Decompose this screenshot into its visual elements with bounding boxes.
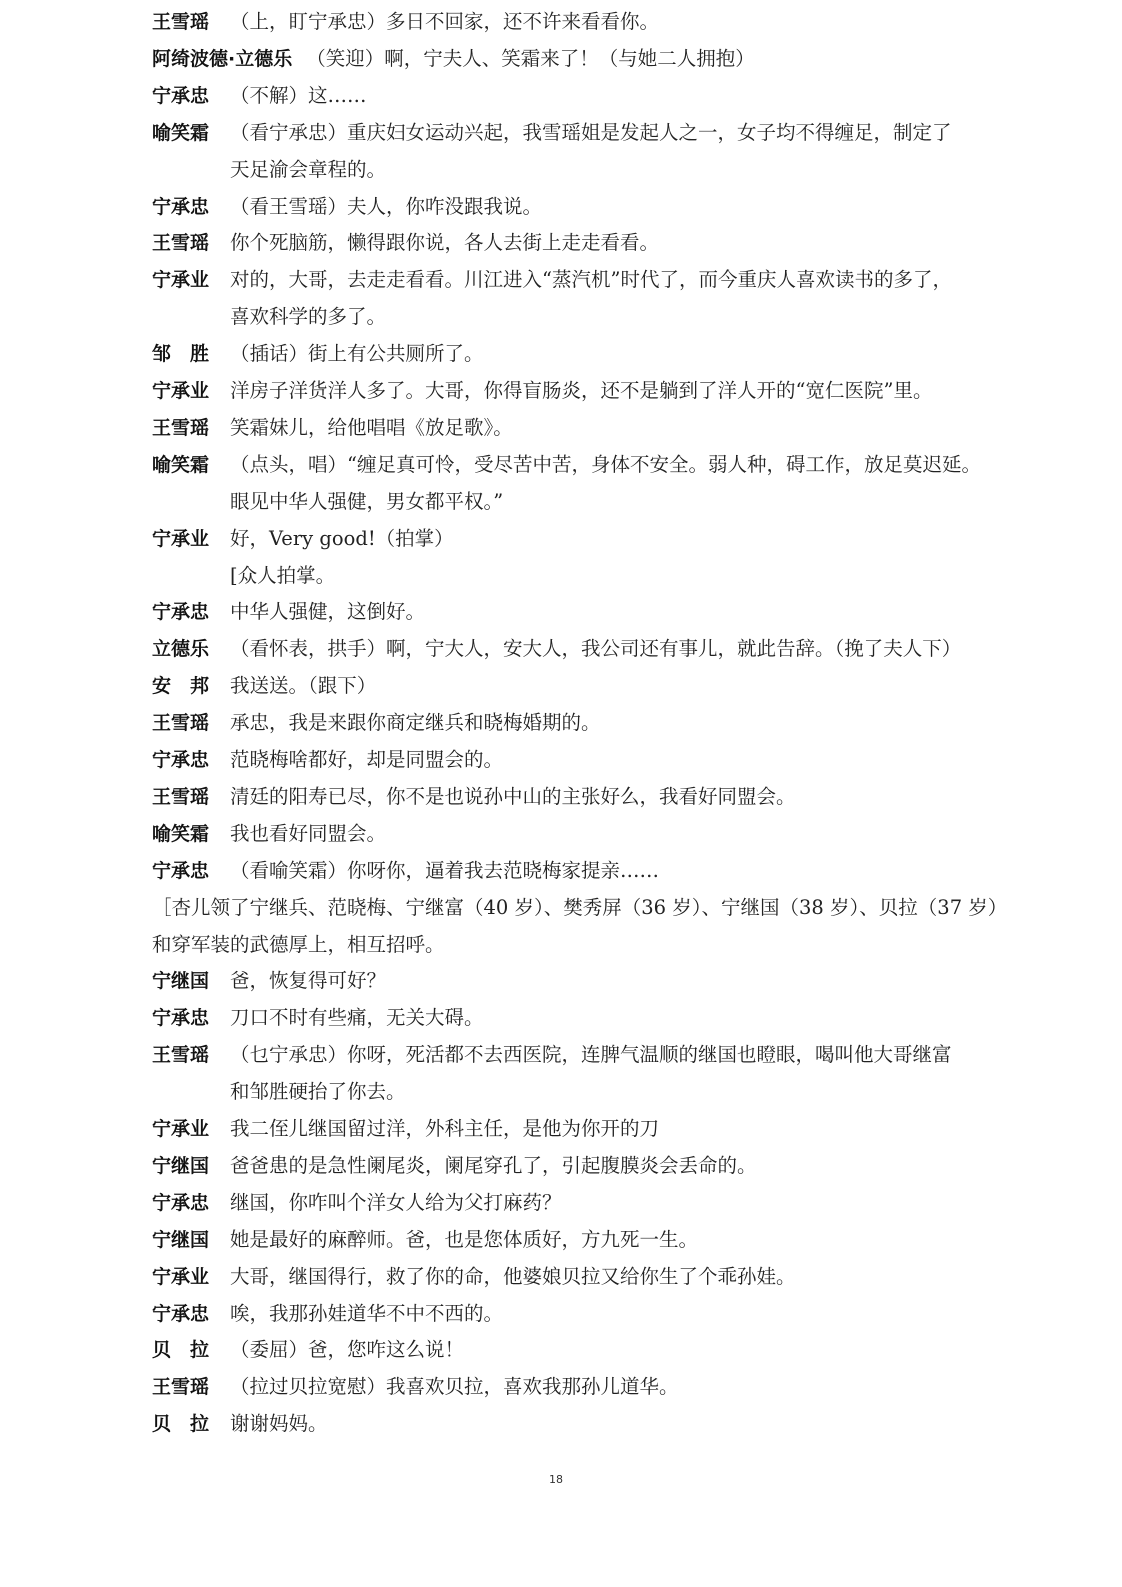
speaker-name: 宁承忠 bbox=[152, 1007, 210, 1030]
text-line: （看喻笑霜）你呀你，逼着我去范晓梅家提亲…… bbox=[230, 858, 660, 882]
speaker-name: 喻笑霜 bbox=[152, 453, 210, 476]
text-line: （插话）街上有公共厕所了。 bbox=[230, 342, 484, 366]
text-line: 爸爸患的是急性阑尾炎，阑尾穿孔了，引起腹膜炎会丢命的。 bbox=[230, 1153, 757, 1177]
dialogue-entry bbox=[152, 1037, 1082, 1111]
text-line: 刀口不时有些痛，无关大碍。 bbox=[230, 1006, 484, 1030]
speaker-name: 宁承忠 bbox=[152, 1302, 210, 1325]
dialogue-entry bbox=[152, 225, 1082, 262]
speaker-name: 宁承忠 bbox=[152, 1191, 210, 1214]
dialogue-text bbox=[230, 816, 1082, 853]
dialogue-text bbox=[230, 779, 1082, 816]
dialogue-text bbox=[230, 1185, 1082, 1222]
text-line: 喜欢科学的多了。 bbox=[230, 305, 387, 329]
text-line: 谢谢妈妈。 bbox=[230, 1412, 328, 1436]
text-line: （委屈）爸，您咋这么说！ bbox=[230, 1338, 465, 1362]
speaker-name: 宁承业 bbox=[152, 527, 210, 550]
text-line: （看怀表，拱手）啊，宁大人，安大人，我公司还有事儿，就此告辞。（挽了夫人下） bbox=[230, 637, 962, 661]
dialogue-text bbox=[230, 705, 1082, 742]
dialogue-text bbox=[230, 4, 1082, 41]
speaker-name: 宁承业 bbox=[152, 269, 210, 292]
speaker-name: 立德乐 bbox=[152, 638, 210, 661]
speaker-name: 王雪瑶 bbox=[152, 1376, 210, 1399]
dialogue-entry bbox=[152, 410, 1082, 447]
dialogue-text bbox=[306, 41, 1082, 78]
dialogue-text bbox=[230, 594, 1082, 631]
text-line: 天足渝会章程的。 bbox=[230, 157, 387, 181]
dialogue-entry bbox=[152, 1406, 1082, 1443]
text-line: 她是最好的麻醉师。爸，也是您体质好，方九死一生。 bbox=[230, 1227, 699, 1251]
text-line: （乜宁承忠）你呀，死活都不去西医院，连脾气温顺的继国也瞪眼，喝叫他大哥继富 bbox=[230, 1043, 952, 1067]
dialogue-text bbox=[230, 1222, 1082, 1259]
stage-direction-text bbox=[152, 890, 1082, 964]
dialogue-text bbox=[230, 115, 1082, 189]
dialogue-entry bbox=[152, 78, 1082, 115]
dialogue-text bbox=[230, 336, 1082, 373]
speaker-name: 宁承业 bbox=[152, 380, 210, 402]
dialogue-text bbox=[230, 1369, 1082, 1406]
dialogue-entry bbox=[152, 1369, 1082, 1406]
text-line: 我送送。（跟下） bbox=[230, 674, 377, 698]
text-line: 洋房子洋货洋人多了。大哥，你得盲肠炎，还不是躺到了洋人开的“宽仁医院”里。 bbox=[230, 379, 933, 402]
dialogue-text bbox=[230, 1259, 1082, 1296]
text-line: 对的，大哥，去走走看看。川江进入“蒸汽机”时代了，而今重庆人喜欢读书的多了， bbox=[230, 268, 952, 292]
dialogue-text bbox=[230, 631, 1082, 668]
text-line: 我二侄儿继国留过洋，外科主任，是他为你开的刀 bbox=[230, 1117, 660, 1141]
speaker-name: 宁承忠 bbox=[152, 84, 210, 107]
text-line: 好，Very good!（拍掌） bbox=[230, 526, 454, 550]
dialogue-entry bbox=[152, 1185, 1082, 1222]
dialogue-entry bbox=[152, 705, 1082, 742]
text-line: ［杏儿领了宁继兵、范晓梅、宁继富（40 岁）、樊秀屏（36 岁）、宁继国（38 岁）、贝拉（37 岁） bbox=[152, 895, 1008, 919]
speaker-name: 喻笑霜 bbox=[152, 822, 210, 845]
text-line: 承忠，我是来跟你商定继兵和晓梅婚期的。 bbox=[230, 711, 601, 735]
speaker-name: 宁承忠 bbox=[152, 859, 210, 882]
text-line: 我也看好同盟会。 bbox=[230, 821, 387, 845]
dialogue-text bbox=[230, 262, 1082, 336]
speaker-name: 宁继国 bbox=[152, 970, 210, 993]
speaker-name: 安 邦 bbox=[152, 675, 210, 698]
text-line: （不解）这…… bbox=[230, 83, 367, 107]
dialogue-text bbox=[230, 1037, 1082, 1111]
dialogue-text bbox=[230, 1296, 1082, 1333]
speaker-name: 王雪瑶 bbox=[152, 232, 210, 255]
dialogue-entry bbox=[152, 816, 1082, 853]
dialogue-text bbox=[230, 1148, 1082, 1185]
dialogue-entry bbox=[152, 521, 1082, 558]
dialogue-entry bbox=[152, 853, 1082, 890]
script-body bbox=[152, 4, 1082, 1443]
speaker-name: 王雪瑶 bbox=[152, 785, 210, 808]
dialogue-entry bbox=[152, 373, 1082, 410]
dialogue-text bbox=[230, 1332, 1082, 1369]
dialogue-text bbox=[230, 963, 1082, 1000]
dialogue-entry bbox=[152, 447, 1082, 521]
speaker-name: 宁继国 bbox=[152, 1154, 210, 1177]
speaker-name: 贝 拉 bbox=[152, 1413, 210, 1436]
speaker-name: 王雪瑶 bbox=[152, 712, 210, 735]
dialogue-text bbox=[230, 521, 1082, 558]
dialogue-text bbox=[230, 410, 1082, 447]
dialogue-text bbox=[230, 668, 1082, 705]
dialogue-entry bbox=[152, 1259, 1082, 1296]
dialogue-entry bbox=[152, 668, 1082, 705]
speaker-name: 宁继国 bbox=[152, 1228, 210, 1251]
text-line: （上，盯宁承忠）多日不回家，还不许来看看你。 bbox=[230, 10, 660, 33]
speaker-name: 王雪瑶 bbox=[152, 1044, 210, 1067]
dialogue-entry bbox=[152, 742, 1082, 779]
dialogue-entry bbox=[152, 115, 1082, 189]
dialogue-text bbox=[230, 189, 1082, 226]
dialogue-entry bbox=[152, 189, 1082, 226]
dialogue-text bbox=[230, 78, 1082, 115]
dialogue-entry bbox=[152, 631, 1082, 668]
dialogue-entry bbox=[152, 963, 1082, 1000]
text-line: 和邹胜硬抬了你去。 bbox=[230, 1080, 406, 1104]
speaker-name: 宁承忠 bbox=[152, 195, 210, 218]
dialogue-text bbox=[230, 1000, 1082, 1037]
dialogue-text bbox=[230, 1406, 1082, 1443]
speaker-name: 王雪瑶 bbox=[152, 416, 210, 439]
text-line: 中华人强健，这倒好。 bbox=[230, 600, 426, 624]
text-line: 范晓梅啥都好，却是同盟会的。 bbox=[230, 748, 504, 772]
speaker-name: 贝 拉 bbox=[152, 1339, 210, 1362]
dialogue-entry bbox=[152, 41, 1082, 78]
speaker-name: 宁承业 bbox=[152, 1118, 210, 1141]
dialogue-entry bbox=[152, 262, 1082, 336]
dialogue-text bbox=[230, 1111, 1082, 1148]
text-line: 唉，我那孙娃道华不中不西的。 bbox=[230, 1301, 504, 1325]
text-line: 你个死脑筋，懒得跟你说，各人去街上走走看看。 bbox=[230, 231, 660, 255]
text-line: （点头，唱）“缠足真可怜，受尽苦中苦，身体不安全。弱人种，碍工作，放足莫迟延。 bbox=[230, 452, 981, 476]
text-line: 清廷的阳寿已尽，你不是也说孙中山的主张好么，我看好同盟会。 bbox=[230, 784, 796, 808]
dialogue-entry bbox=[152, 1296, 1082, 1333]
text-line: [众人拍掌。 bbox=[230, 563, 336, 587]
speaker-name: 宁承忠 bbox=[152, 601, 210, 624]
speaker-name: 阿绮波德·立德乐 bbox=[152, 47, 293, 70]
dialogue-entry bbox=[152, 4, 1082, 41]
text-line: 继国，你咋叫个洋女人给为父打麻药？ bbox=[230, 1190, 562, 1214]
text-line: 笑霜妹儿，给他唱唱《放足歌》。 bbox=[230, 415, 513, 439]
speaker-name: 邹 胜 bbox=[152, 343, 210, 366]
page-number: 18 bbox=[549, 1473, 563, 1486]
dialogue-entry bbox=[152, 558, 1082, 595]
dialogue-entry bbox=[152, 1222, 1082, 1259]
dialogue-text bbox=[230, 853, 1082, 890]
stage-direction bbox=[152, 890, 1082, 964]
dialogue-text bbox=[230, 742, 1082, 779]
text-line: （拉过贝拉宽慰）我喜欢贝拉，喜欢我那孙儿道华。 bbox=[230, 1375, 679, 1399]
text-line: （看宁承忠）重庆妇女运动兴起，我雪瑶姐是发起人之一，女子均不得缠足，制定了 bbox=[230, 120, 952, 144]
text-line: 和穿军装的武德厚上，相互招呼。 bbox=[152, 932, 445, 956]
text-line: 大哥，继国得行，救了你的命，他婆娘贝拉又给你生了个乖孙娃。 bbox=[230, 1264, 796, 1288]
dialogue-entry bbox=[152, 594, 1082, 631]
speaker-name: 宁承忠 bbox=[152, 749, 210, 772]
speaker-name: 王雪瑶 bbox=[152, 11, 210, 33]
text-line: （笑迎）啊，宁夫人、笑霜来了！（与她二人拥抱） bbox=[306, 46, 755, 70]
dialogue-text bbox=[230, 225, 1082, 262]
dialogue-entry bbox=[152, 1111, 1082, 1148]
dialogue-entry bbox=[152, 1148, 1082, 1185]
dialogue-entry bbox=[152, 779, 1082, 816]
dialogue-text bbox=[230, 447, 1082, 521]
speaker-name: 喻笑霜 bbox=[152, 121, 210, 144]
dialogue-text bbox=[230, 558, 1082, 595]
dialogue-text bbox=[230, 373, 1082, 410]
dialogue-entry bbox=[152, 336, 1082, 373]
dialogue-entry bbox=[152, 1332, 1082, 1369]
text-line: 眼见中华人强健，男女都平权。” bbox=[230, 489, 504, 513]
dialogue-entry bbox=[152, 1000, 1082, 1037]
text-line: （看王雪瑶）夫人，你咋没跟我说。 bbox=[230, 194, 543, 218]
speaker-name: 宁承业 bbox=[152, 1265, 210, 1288]
text-line: 爸，恢复得可好？ bbox=[230, 969, 387, 993]
